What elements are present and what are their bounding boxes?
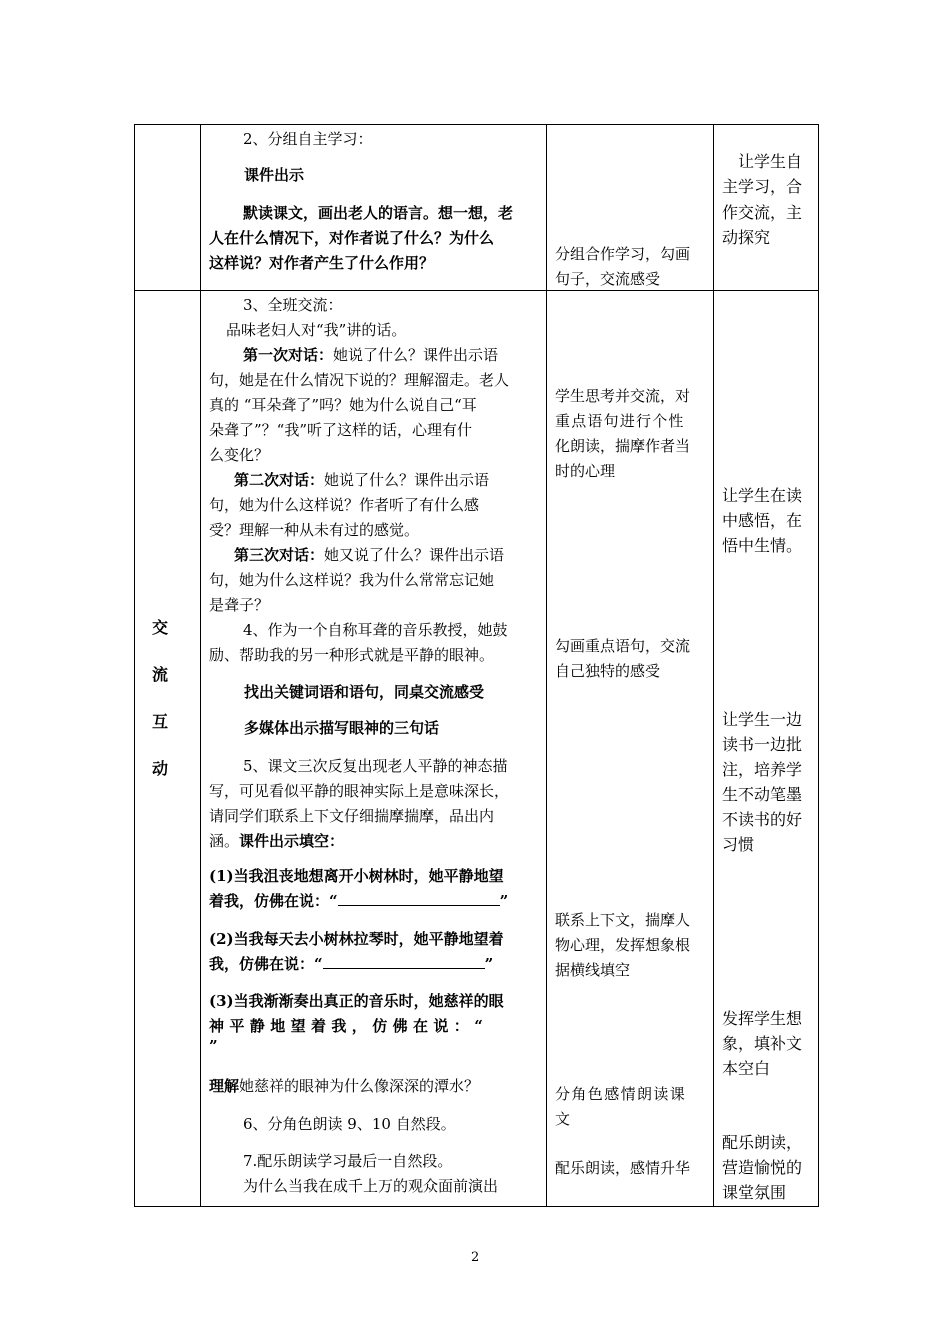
- row2-intent-line: 生不动笔墨: [722, 785, 803, 804]
- row2-content-line: [234, 470, 489, 490]
- table-col-divider-1: [200, 124, 201, 1207]
- row1-content-line: 2、分组自主学习：: [243, 130, 373, 148]
- row2-bold-instruction: 多媒体出示描写眼神的三句话: [244, 719, 440, 737]
- row2-student-line: 联系上下文，揣摩人: [555, 911, 691, 929]
- row1-intent-line: 作交流，主: [722, 203, 803, 222]
- table-left-border: [134, 124, 135, 1207]
- row2-content-line: 句，她为什么这样说？我为什么常常忘记她: [209, 571, 495, 589]
- fill-in-sentence-3: (3)当我渐渐奏出真正的音乐时，她慈祥的眼: [209, 992, 504, 1010]
- row2-intent-line: 悟中生情。: [722, 536, 803, 555]
- fill-in-2-blank: [323, 954, 485, 969]
- row2-content-line: 4、作为一个自称耳聋的音乐教授，她鼓: [243, 621, 508, 639]
- fill-in-sentence-3-cont: 神平静地望着我，仿佛在说：“: [209, 1017, 489, 1035]
- row2-content-line: 请同学们联系上下文仔细揣摩揣摩，品出内: [209, 807, 495, 825]
- row2-content-line: 么变化？: [209, 446, 270, 464]
- table-col-divider-3: [713, 124, 714, 1207]
- fill-in-sentence-1: (1)当我沮丧地想离开小树林时，她平静地望: [209, 867, 504, 885]
- row2-content-line: 7.配乐朗读学习最后一自然段。: [243, 1152, 453, 1170]
- table-right-border: [818, 124, 819, 1207]
- row2-content-line: [209, 831, 344, 851]
- row2-content-line: 受？理解一种从未有过的感觉。: [209, 521, 420, 539]
- row1-intent-line: 动探究: [722, 228, 771, 247]
- row2-student-line: 时的心理: [555, 462, 616, 480]
- row2-student-line: 学生思考并交流，对: [555, 387, 691, 405]
- fill-in-1-blank: [338, 891, 500, 906]
- row2-content-line: 写，可见看似平静的眼神实际上是意味深长，: [209, 782, 510, 800]
- row2-content-line: 励、帮助我的另一种形式就是平静的眼神。: [209, 646, 495, 664]
- row1-content-line: 人在什么情况下，对作者说了什么？为什么: [209, 229, 495, 247]
- table-row-divider: [134, 290, 819, 291]
- row2-intent-line: 课堂氛围: [722, 1183, 787, 1202]
- fill-in-sentence-3-close: ”: [209, 1037, 218, 1055]
- row2-intent-line: 习惯: [722, 835, 755, 854]
- row2-content-line: 3、全班交流：: [243, 296, 343, 314]
- row2-intent-line: 象，填补文: [722, 1034, 803, 1053]
- row2-bold-instruction: 找出关键词语和语句，同桌交流感受: [244, 683, 485, 701]
- row2-student-line: 物心理，发挥想象根: [555, 936, 691, 954]
- row2-intent-line: 中感悟，在: [722, 511, 803, 530]
- stage-label-char: 互: [152, 712, 169, 731]
- row2-content-line: 句，她为什么这样说？作者听了有什么感: [209, 496, 480, 514]
- row2-intent-line: 营造愉悦的: [722, 1158, 803, 1177]
- understand-text: 她慈祥的眼神为什么像深深的潭水？: [239, 1077, 480, 1095]
- row1-content-heading: 课件出示: [244, 166, 305, 184]
- stage-label-char: 交: [152, 618, 169, 637]
- dialogue-3-label: 第三次对话：: [234, 546, 325, 564]
- row2-student-line: 勾画重点语句，交流: [555, 637, 691, 655]
- fill-in-sentence-2: (2)当我每天去小树林拉琴时，她平静地望着: [209, 930, 504, 948]
- fill-in-1-close-quote: ”: [499, 892, 509, 910]
- row1-student-line: 句子，交流感受: [555, 270, 661, 288]
- dialogue-3-text: 她又说了什么？课件出示语: [324, 546, 505, 564]
- row2-student-line: 化朗读，揣摩作者当: [555, 437, 691, 455]
- row1-content-line: 默读课文，画出老人的语言。想一想，老: [243, 204, 514, 222]
- row1-intent-line: 让学生自: [738, 152, 803, 171]
- row2-student-line: 分角色感情朗读课: [555, 1085, 687, 1103]
- row2-content-line: [209, 1076, 479, 1096]
- row2-intent-line: 本空白: [722, 1059, 771, 1078]
- row1-content-line: 这样说？对作者产生了什么作用？: [209, 254, 435, 272]
- understand-label: 理解: [209, 1077, 240, 1095]
- row2-intent-line: 配乐朗读，: [722, 1133, 803, 1152]
- fill-in-2-close-quote: ”: [484, 955, 494, 973]
- row2-intent-line: 注，培养学: [722, 760, 803, 779]
- dialogue-2-label: 第二次对话：: [234, 471, 325, 489]
- table-top-border: [134, 124, 819, 125]
- row2-intent-line: 发挥学生想: [722, 1009, 803, 1028]
- fill-in-1-prompt: 着我，仿佛在说：“: [209, 892, 338, 910]
- row2-content-line: 品味老妇人对“我”讲的话。: [226, 321, 407, 339]
- row2-intent-line: 让学生在读: [722, 486, 803, 505]
- p5-bold-text: 课件出示填空：: [239, 832, 345, 850]
- row2-content-line: 句，她是在什么情况下说的？理解溜走。老人: [209, 371, 510, 389]
- row2-content-line: [234, 545, 504, 565]
- row2-content-line: [243, 345, 498, 365]
- p5-text: 涵。: [209, 832, 240, 850]
- row2-student-line: 自己独特的感受: [555, 662, 661, 680]
- fill-in-sentence-2-cont: [209, 954, 493, 974]
- row1-student-line: 分组合作学习，勾画: [555, 245, 691, 263]
- table-bottom-border: [134, 1206, 819, 1207]
- dialogue-2-text: 她说了什么？课件出示语: [324, 471, 490, 489]
- row2-student-line: 文: [555, 1110, 571, 1128]
- row2-intent-line: 读书一边批: [722, 735, 803, 754]
- row2-student-line: 配乐朗读，感情升华: [555, 1159, 691, 1177]
- row2-content-line: 朵聋了”？“我”听了这样的话，心理有什: [209, 421, 473, 439]
- row2-content-line: 5、课文三次反复出现老人平静的神态描: [243, 757, 508, 775]
- row2-student-line: 据横线填空: [555, 961, 631, 979]
- row2-student-line: 重点语句进行个性: [555, 412, 685, 430]
- page-number: 2: [471, 1250, 480, 1265]
- fill-in-sentence-1-cont: [209, 891, 508, 911]
- row2-content-line: 6、分角色朗读 9、10 自然段。: [243, 1115, 456, 1133]
- fill-in-2-prompt: 我，仿佛在说：“: [209, 955, 323, 973]
- row1-intent-line: 主学习，合: [722, 177, 803, 196]
- row2-intent-line: 让学生一边: [722, 710, 803, 729]
- dialogue-1-text: 她说了什么？课件出示语: [333, 346, 499, 364]
- dialogue-1-label: 第一次对话：: [243, 346, 334, 364]
- stage-label-char: 动: [152, 759, 169, 778]
- row2-content-line: 为什么当我在成千上万的观众面前演出: [243, 1177, 499, 1195]
- table-col-divider-2: [546, 124, 547, 1207]
- stage-label-char: 流: [152, 665, 169, 684]
- row2-intent-line: 不读书的好: [722, 810, 803, 829]
- row2-content-line: 是聋子？: [209, 596, 270, 614]
- row2-content-line: 真的 “耳朵聋了”吗？她为什么说自己“耳: [209, 396, 477, 414]
